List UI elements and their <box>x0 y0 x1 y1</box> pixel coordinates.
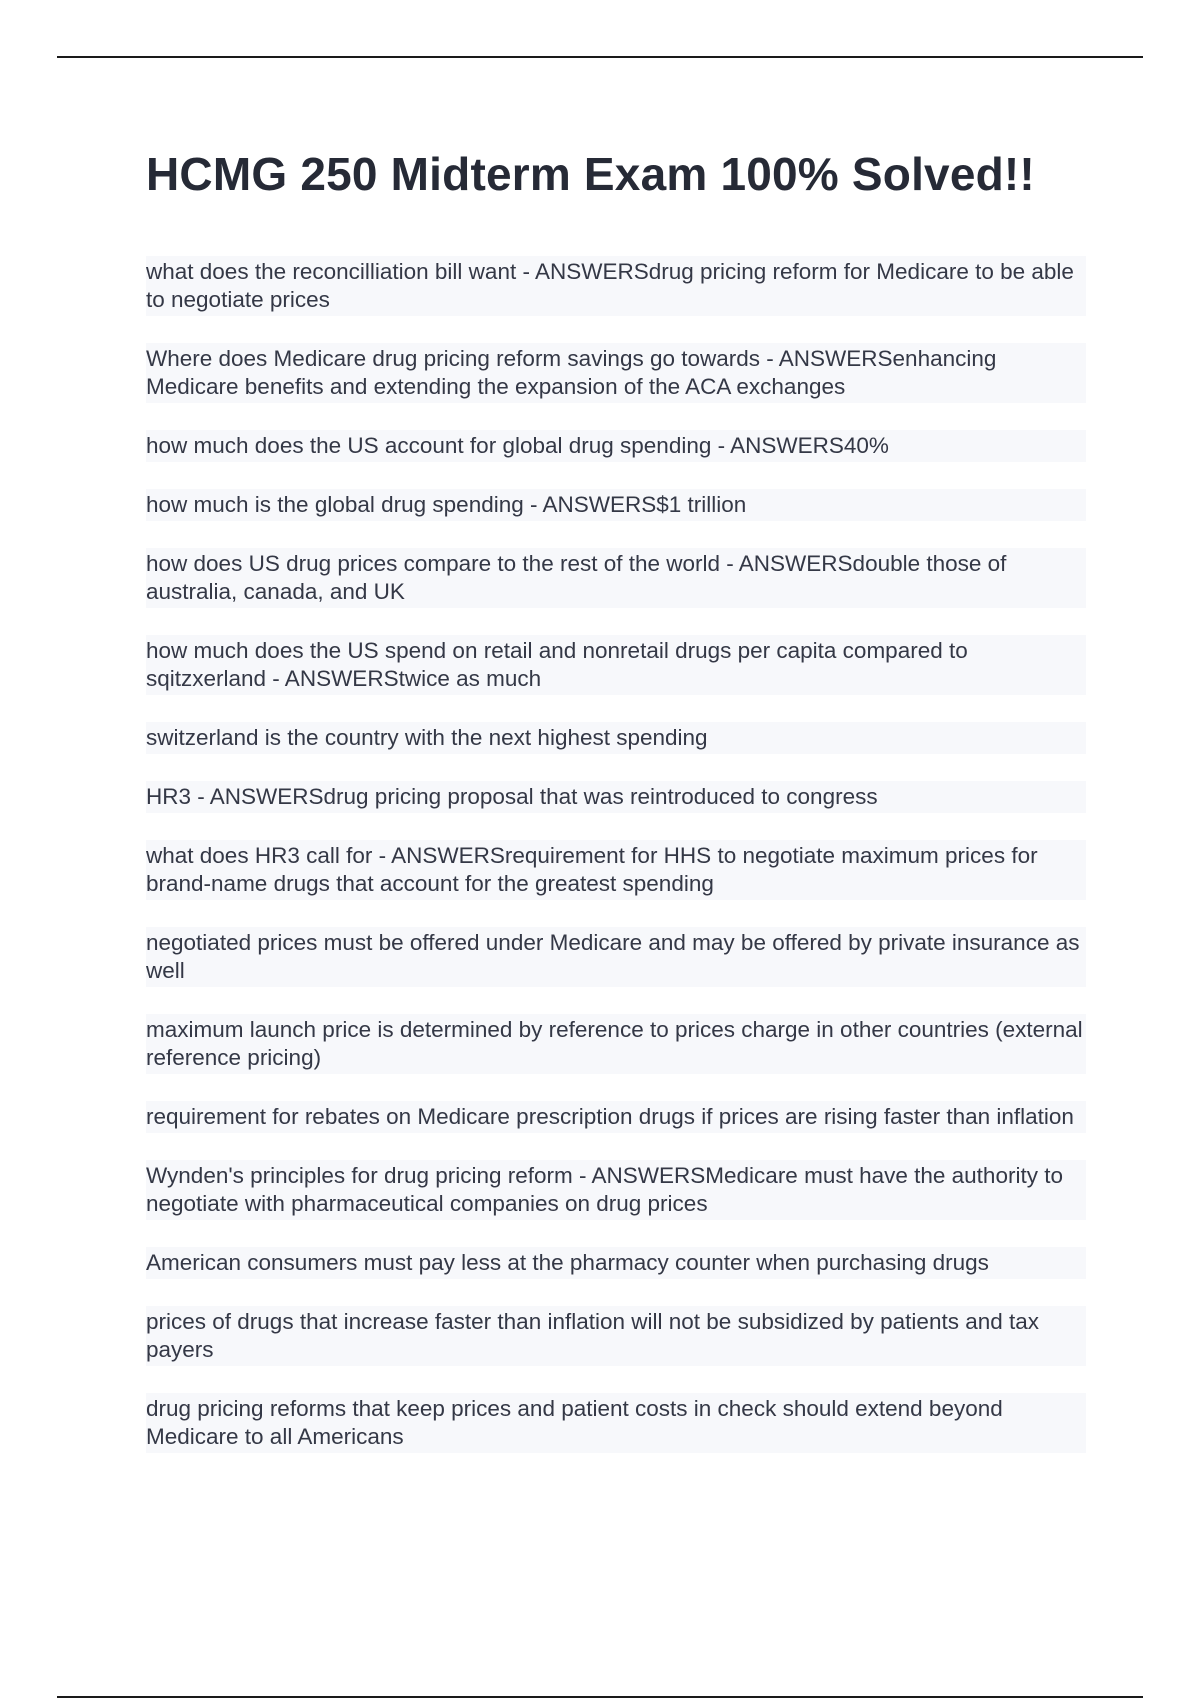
page-title: HCMG 250 Midterm Exam 100% Solved!! <box>146 148 1035 200</box>
top-rule <box>57 56 1143 58</box>
list-item: how much does the US spend on retail and nonretail drugs per capita compared to sqitzxerland - ANSWERStwice as much <box>146 635 1086 695</box>
list-item: HR3 - ANSWERSdrug pricing proposal that was reintroduced to congress <box>146 781 1086 813</box>
document-body <box>146 140 1086 1480</box>
list-item: Where does Medicare drug pricing reform savings go towards - ANSWERSenhancing Medicare benefits and extending the expansion of the ACA exchanges <box>146 343 1086 403</box>
entry-list <box>146 256 1086 1453</box>
list-item: how much is the global drug spending - ANSWERS$1 trillion <box>146 489 1086 521</box>
list-item: what does the reconcilliation bill want - ANSWERSdrug pricing reform for Medicare to be able to negotiate prices <box>146 256 1086 316</box>
list-item: how does US drug prices compare to the rest of the world - ANSWERSdouble those of australia, canada, and UK <box>146 548 1086 608</box>
bottom-rule <box>57 1696 1143 1698</box>
list-item: how much does the US account for global drug spending - ANSWERS40% <box>146 430 1086 462</box>
list-item: maximum launch price is determined by reference to prices charge in other countries (external reference pricing) <box>146 1014 1086 1074</box>
list-item: negotiated prices must be offered under Medicare and may be offered by private insurance as well <box>146 927 1086 987</box>
list-item: Wynden's principles for drug pricing reform - ANSWERSMedicare must have the authority to negotiate with pharmaceutical companies on drug prices <box>146 1160 1086 1220</box>
list-item: requirement for rebates on Medicare prescription drugs if prices are rising faster than inflation <box>146 1101 1086 1133</box>
list-item: switzerland is the country with the next highest spending <box>146 722 1086 754</box>
list-item: American consumers must pay less at the pharmacy counter when purchasing drugs <box>146 1247 1086 1279</box>
list-item: what does HR3 call for - ANSWERSrequirement for HHS to negotiate maximum prices for brand-name drugs that account for the greatest spending <box>146 840 1086 900</box>
list-item: prices of drugs that increase faster than inflation will not be subsidized by patients and tax payers <box>146 1306 1086 1366</box>
list-item: drug pricing reforms that keep prices and patient costs in check should extend beyond Medicare to all Americans <box>146 1393 1086 1453</box>
